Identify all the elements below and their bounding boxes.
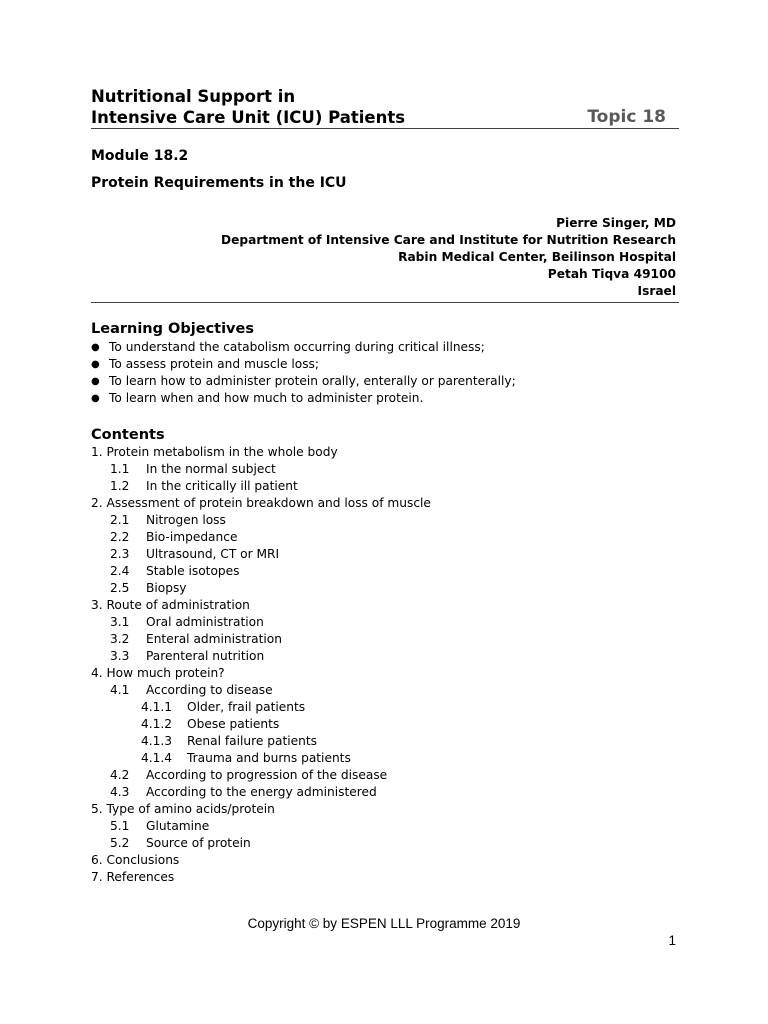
learning-objectives-heading: Learning Objectives	[91, 321, 254, 337]
toc-item-number: 3.3	[110, 649, 130, 663]
bullet-icon: ●	[91, 342, 100, 353]
header-divider	[91, 128, 679, 129]
objective-item	[91, 356, 516, 373]
toc-item	[91, 818, 431, 835]
toc-item-number: 4.1.4	[141, 751, 173, 765]
objective-text: To learn when and how much to administer protein.	[109, 391, 424, 405]
page-number: 1	[668, 933, 676, 948]
toc-item	[91, 852, 431, 869]
toc-item	[91, 665, 431, 682]
toc-item	[91, 563, 431, 580]
document-title-line-2: Intensive Care Unit (ICU) Patients	[91, 108, 406, 127]
toc-item-text: Renal failure patients	[187, 734, 317, 748]
author-name: Pierre Singer, MD	[556, 216, 676, 230]
toc-item-number: 4.1	[110, 683, 130, 697]
toc-item-number: 4.1.3	[141, 734, 173, 748]
toc-item-text: Oral administration	[146, 615, 264, 629]
table-of-contents	[91, 444, 431, 886]
author-country: Israel	[637, 284, 676, 298]
toc-item-number: 2.1	[110, 513, 130, 527]
toc-item-text: Glutamine	[146, 819, 210, 833]
toc-item	[91, 478, 431, 495]
toc-item	[91, 495, 431, 512]
toc-item-number: 2.3	[110, 547, 130, 561]
module-subject: Protein Requirements in the ICU	[91, 175, 347, 191]
toc-item-text: Obese patients	[187, 717, 280, 731]
toc-item-number: 1.1	[110, 462, 130, 476]
objective-text: To assess protein and muscle loss;	[109, 357, 319, 371]
author-divider	[91, 302, 679, 303]
toc-item	[91, 444, 431, 461]
author-block	[221, 215, 676, 300]
topic-label: Topic 18	[587, 107, 666, 127]
toc-item	[91, 631, 431, 648]
toc-item-text: In the critically ill patient	[146, 479, 298, 493]
toc-item-text: According to disease	[146, 683, 273, 697]
document-header	[91, 86, 679, 128]
toc-item-text: Trauma and burns patients	[187, 751, 351, 765]
toc-item	[91, 733, 431, 750]
objective-text: To learn how to administer protein orally, enterally or parenterally;	[109, 374, 516, 388]
objective-item	[91, 373, 516, 390]
learning-objectives-list	[91, 339, 516, 407]
bullet-icon: ●	[91, 359, 100, 370]
toc-item-text: 4. How much protein?	[91, 666, 225, 680]
toc-item	[91, 546, 431, 563]
toc-item	[91, 648, 431, 665]
toc-item-number: 3.2	[110, 632, 130, 646]
toc-item	[91, 461, 431, 478]
toc-item	[91, 682, 431, 699]
toc-item-number: 1.2	[110, 479, 130, 493]
objective-item	[91, 339, 516, 356]
toc-item	[91, 614, 431, 631]
toc-item	[91, 597, 431, 614]
toc-item-text: 3. Route of administration	[91, 598, 250, 612]
bullet-icon: ●	[91, 376, 100, 387]
toc-item-text: Enteral administration	[146, 632, 282, 646]
toc-item-number: 3.1	[110, 615, 130, 629]
toc-item	[91, 801, 431, 818]
toc-item-text: Older, frail patients	[187, 700, 306, 714]
bullet-icon: ●	[91, 393, 100, 404]
toc-item	[91, 512, 431, 529]
document-title-line-1: Nutritional Support in	[91, 87, 296, 106]
toc-item-text: Ultrasound, CT or MRI	[146, 547, 280, 561]
toc-item-number: 2.5	[110, 581, 130, 595]
objective-item	[91, 390, 516, 407]
toc-item-text: Source of protein	[146, 836, 251, 850]
toc-item	[91, 529, 431, 546]
toc-item-text: 6. Conclusions	[91, 853, 180, 867]
module-title: Module 18.2	[91, 148, 189, 164]
toc-item-text: Stable isotopes	[146, 564, 240, 578]
toc-item-text: According to the energy administered	[146, 785, 377, 799]
toc-item-text: 7. References	[91, 870, 175, 884]
toc-item	[91, 580, 431, 597]
toc-item-number: 4.1.1	[141, 700, 173, 714]
toc-item	[91, 767, 431, 784]
toc-item-number: 2.2	[110, 530, 130, 544]
toc-item-text: In the normal subject	[146, 462, 276, 476]
toc-item-number: 4.3	[110, 785, 130, 799]
objective-text: To understand the catabolism occurring during critical illness;	[109, 340, 485, 354]
toc-item-text: 5. Type of amino acids/protein	[91, 802, 275, 816]
contents-heading: Contents	[91, 427, 165, 443]
author-city: Petah Tiqva 49100	[547, 267, 676, 281]
copyright-footer: Copyright © by ESPEN LLL Programme 2019	[247, 916, 521, 931]
toc-item-text: 1. Protein metabolism in the whole body	[91, 445, 338, 459]
toc-item-number: 2.4	[110, 564, 130, 578]
author-department: Department of Intensive Care and Institute for Nutrition Research	[221, 233, 676, 247]
toc-item-text: 2. Assessment of protein breakdown and loss of muscle	[91, 496, 431, 510]
toc-item-number: 5.2	[110, 836, 130, 850]
toc-item	[91, 750, 431, 767]
author-institution: Rabin Medical Center, Beilinson Hospital	[398, 250, 676, 264]
toc-item-text: Parenteral nutrition	[146, 649, 265, 663]
toc-item-number: 5.1	[110, 819, 130, 833]
toc-item-number: 4.2	[110, 768, 130, 782]
toc-item-text: Biopsy	[146, 581, 187, 595]
toc-item	[91, 784, 431, 801]
toc-item	[91, 699, 431, 716]
toc-item-text: According to progression of the disease	[146, 768, 388, 782]
toc-item	[91, 716, 431, 733]
toc-item	[91, 869, 431, 886]
toc-item-number: 4.1.2	[141, 717, 173, 731]
toc-item-text: Nitrogen loss	[146, 513, 226, 527]
toc-item-text: Bio-impedance	[146, 530, 238, 544]
toc-item	[91, 835, 431, 852]
